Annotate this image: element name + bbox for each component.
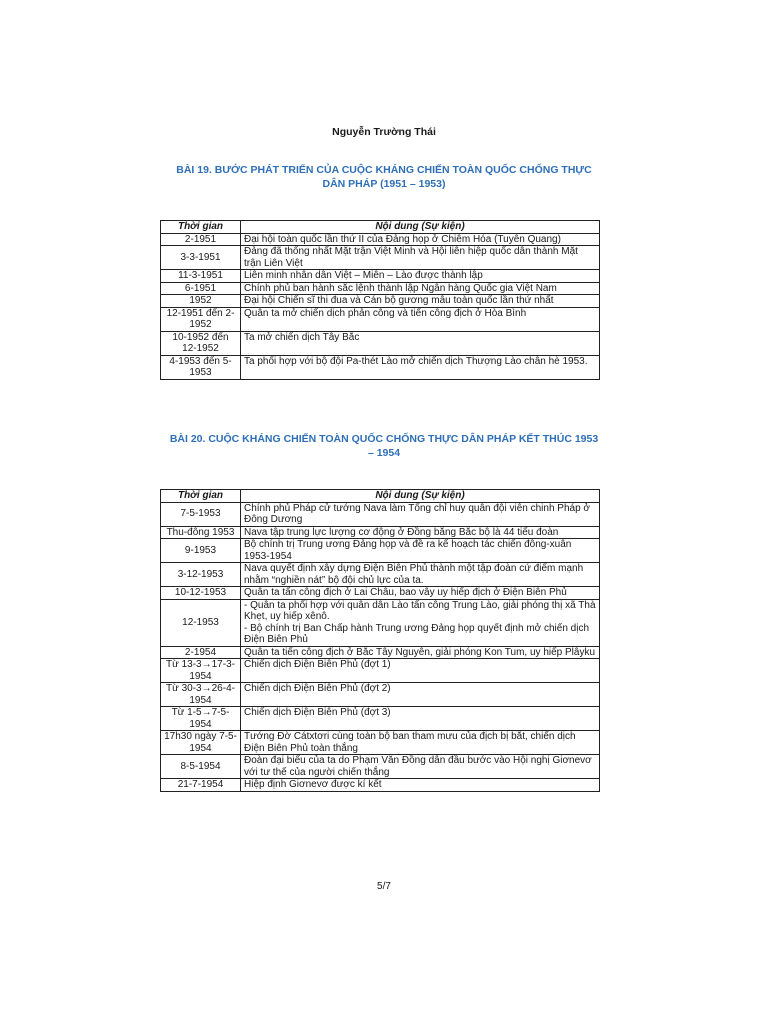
table-row xyxy=(161,587,600,600)
column-header-time: Thời gian xyxy=(161,490,241,503)
event-description-cell xyxy=(241,599,600,646)
event-date-cell: 8-5-1954 xyxy=(161,755,241,779)
event-description-text: Liên minh nhân dân Việt – Miên – Lào được thành lập xyxy=(244,270,483,281)
table-row xyxy=(161,307,600,331)
event-date-cell: 2-1954 xyxy=(161,646,241,659)
event-date-cell: 1952 xyxy=(161,295,241,308)
table-row xyxy=(161,270,600,283)
event-description-cell xyxy=(241,307,600,331)
author-name: Nguyễn Trường Thái xyxy=(332,126,436,138)
event-date-cell: 12-1951 đến 2-1952 xyxy=(161,307,241,331)
event-description-cell xyxy=(241,659,600,683)
event-description-text: Quân ta tiến công địch ở Bắc Tây Nguyên, giải phóng Kon Tum, uy hiếp Plâyku xyxy=(244,646,596,658)
event-description-text: Đại hội toàn quốc lần thứ II của Đảng họp ở Chiêm Hóa (Tuyên Quang) xyxy=(244,233,561,245)
event-description-cell xyxy=(241,526,600,539)
section-20-title-line1: BÀI 20. CUỘC KHÁNG CHIẾN TOÀN QUỐC CHỐNG THỰC DÂN PHÁP KẾT THÚC 1953 xyxy=(169,433,599,445)
event-description-text: Hiệp định Giơnevơ được kí kết xyxy=(244,779,382,790)
section-20-title-line2: – 1954 xyxy=(367,447,401,459)
event-date-cell: 17h30 ngày 7-5-1954 xyxy=(161,731,241,755)
event-description-cell xyxy=(241,646,600,659)
section-19-title-line1: BÀI 19. BƯỚC PHÁT TRIỂN CỦA CUỘC KHÁNG CHIẾN TOÀN QUỐC CHỐNG THỰC xyxy=(176,164,592,176)
page-number: 5/7 xyxy=(377,881,391,892)
event-description-cell xyxy=(241,502,600,526)
event-date-cell: 6-1951 xyxy=(161,282,241,295)
event-description-cell xyxy=(241,755,600,779)
event-description-text: Nava tập trung lực lượng cơ động ở Đồng bằng Bắc bộ là 44 tiểu đoàn xyxy=(244,526,559,538)
table-row xyxy=(161,355,600,379)
event-description-text: Chiến dịch Điện Biên Phủ (đợt 1) xyxy=(244,659,391,670)
event-description-text: Chính phủ ban hành sắc lệnh thành lập Ngân hàng Quốc gia Việt Nam xyxy=(244,282,557,294)
event-description-cell xyxy=(241,707,600,731)
section-19-title-line2: DÂN PHÁP (1951 – 1953) xyxy=(322,178,446,190)
table-row xyxy=(161,755,600,779)
event-date-cell: 12-1953 xyxy=(161,599,241,646)
section-20-title xyxy=(150,432,618,460)
event-description-text: Quân ta mở chiến dịch phản công và tiến công địch ở Hòa Bình xyxy=(244,307,527,319)
event-description-text: - Bộ chính trị Ban Chấp hành Trung ương Đảng họp quyết định mở chiến dịch Điện Biên Phủ xyxy=(244,622,590,645)
table-row xyxy=(161,646,600,659)
event-description-cell xyxy=(241,295,600,308)
section-19-title xyxy=(150,163,618,191)
table-row xyxy=(161,779,600,792)
event-description-text: Chiến dịch Điện Biên Phủ (đợt 2) xyxy=(244,683,391,694)
event-date-cell: 4-1953 đến 5-1953 xyxy=(161,355,241,379)
table-row xyxy=(161,707,600,731)
event-description-text: Đại hội Chiến sĩ thi đua và Cán bộ gương mẫu toàn quốc lần thứ nhất xyxy=(244,295,554,306)
table-row xyxy=(161,539,600,563)
table-row xyxy=(161,731,600,755)
column-header-time: Thời gian xyxy=(161,221,241,234)
event-description-cell xyxy=(241,731,600,755)
table-row xyxy=(161,563,600,587)
table-row xyxy=(161,599,600,646)
event-description-cell xyxy=(241,331,600,355)
event-description-cell xyxy=(241,355,600,379)
table-row xyxy=(161,659,600,683)
section-19-events-table xyxy=(160,220,600,380)
event-date-cell: Thu-đông 1953 xyxy=(161,526,241,539)
event-date-cell: Từ 13-3→17-3-1954 xyxy=(161,659,241,683)
table-header-row xyxy=(161,221,600,234)
event-description-cell xyxy=(241,270,600,283)
table-row xyxy=(161,246,600,270)
table-row xyxy=(161,295,600,308)
event-date-cell: 3-3-1951 xyxy=(161,246,241,270)
event-description-text: Quân ta tấn công địch ở Lai Châu, bao vây uy hiếp địch ở Điện Biên Phủ xyxy=(244,587,567,598)
event-description-text: Bộ chính trị Trung ương Đảng họp và đề ra kế hoạch tác chiến đông-xuân 1953-1954 xyxy=(244,539,572,562)
event-date-cell: Từ 1-5→7-5-1954 xyxy=(161,707,241,731)
event-description-text: Tướng Đờ Cátxtơri cùng toàn bộ ban tham mưu của địch bị bắt, chiến dịch Điện Biên Phủ toàn thắng xyxy=(244,731,576,754)
event-date-cell: Từ 30-3→26-4-1954 xyxy=(161,683,241,707)
event-description-text: Đảng đã thống nhất Mặt trận Việt Minh và Hội liên hiệp quốc dân thành Mặt trận Liên Việt xyxy=(244,246,578,269)
event-description-cell xyxy=(241,282,600,295)
event-date-cell: 7-5-1953 xyxy=(161,502,241,526)
table-row xyxy=(161,233,600,246)
column-header-event: Nội dung (Sự kiện) xyxy=(241,221,600,234)
event-description-cell xyxy=(241,587,600,600)
column-header-event: Nội dung (Sự kiện) xyxy=(241,490,600,503)
table-row xyxy=(161,282,600,295)
section-20-events-table xyxy=(160,489,600,792)
event-date-cell: 2-1951 xyxy=(161,233,241,246)
event-description-text: Ta mở chiến dịch Tây Bắc xyxy=(244,331,360,343)
event-date-cell: 21-7-1954 xyxy=(161,779,241,792)
event-date-cell: 10-12-1953 xyxy=(161,587,241,600)
event-date-cell: 10-1952 đến 12-1952 xyxy=(161,331,241,355)
table-row xyxy=(161,526,600,539)
event-date-cell: 9-1953 xyxy=(161,539,241,563)
section-20-table-body xyxy=(161,502,600,791)
event-description-text: Nava quyết định xây dựng Điện Biên Phủ thành một tập đoàn cứ điểm mạnh nhằm “nghiền nát” bộ đội chủ lực của ta. xyxy=(244,563,584,586)
event-description-text: - Quân ta phối hợp với quân dân Lào tấn công Trung Lào, giải phóng thị xã Thà Khẹt, uy hiếp xênô. xyxy=(244,599,596,622)
event-description-text: Đoàn đại biểu của ta do Phạm Văn Đồng dẫn đầu bước vào Hội nghị Giơnevơ với tư thế của người chiến thắng xyxy=(244,755,592,778)
event-description-cell xyxy=(241,779,600,792)
event-description-cell xyxy=(241,246,600,270)
event-description-cell xyxy=(241,539,600,563)
event-description-text: Chính phủ Pháp cử tướng Nava làm Tổng chỉ huy quân đội viễn chinh Pháp ở Đông Dương xyxy=(244,502,590,525)
event-date-cell: 3-12-1953 xyxy=(161,563,241,587)
event-date-cell: 11-3-1951 xyxy=(161,270,241,283)
event-description-cell xyxy=(241,563,600,587)
event-description-text: Ta phối hợp với bộ đội Pa-thét Lào mở chiến dịch Thượng Lào chân hè 1953. xyxy=(244,355,588,367)
table-row xyxy=(161,502,600,526)
table-row xyxy=(161,331,600,355)
event-description-text: Chiến dịch Điện Biên Phủ (đợt 3) xyxy=(244,707,391,718)
table-row xyxy=(161,683,600,707)
table-header-row xyxy=(161,490,600,503)
section-19-table-body xyxy=(161,233,600,379)
event-description-cell xyxy=(241,233,600,246)
event-description-cell xyxy=(241,683,600,707)
